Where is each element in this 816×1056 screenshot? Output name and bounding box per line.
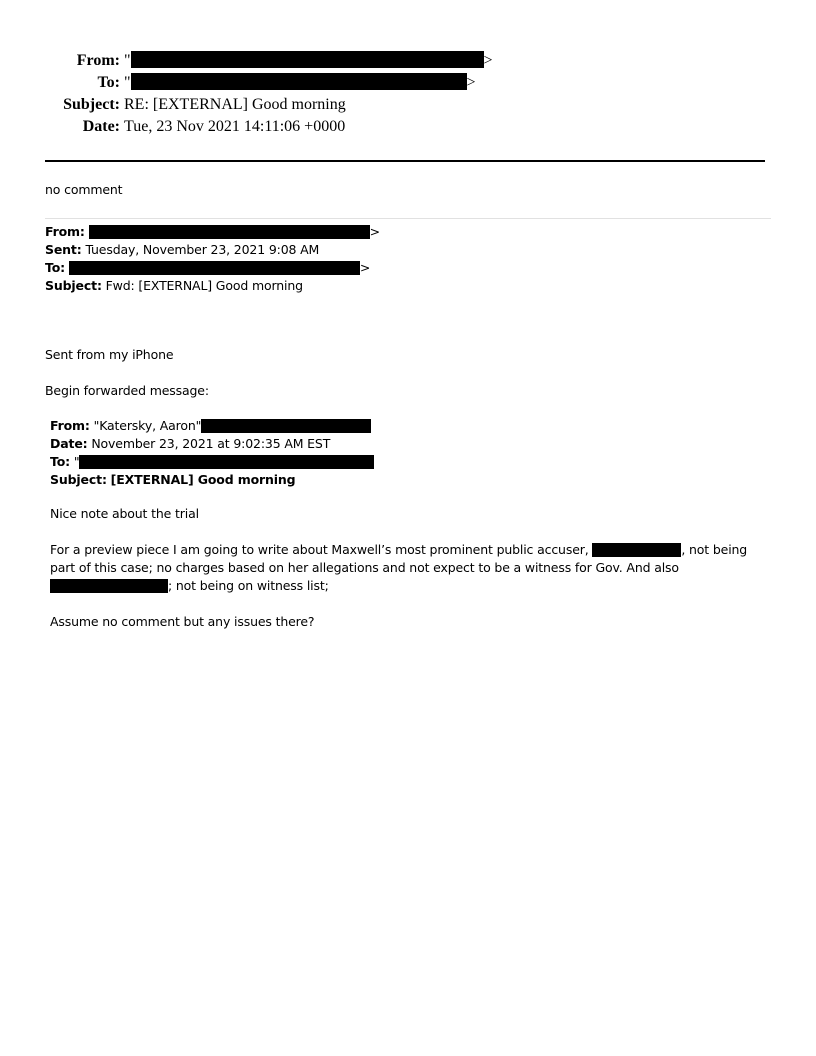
body-paragraph: For a preview piece I am going to write about Maxwell’s most prominent public accuser, , not being part of this case; no charges based on her allegations and not expect to be a witness for Gov. And also ; not being on witness list; (50, 542, 748, 593)
date-label: Date: (82, 118, 120, 135)
body-paragraph: Nice note about the trial (50, 506, 199, 521)
from-label: From: (76, 52, 120, 69)
orig-to-label: To: (50, 454, 71, 469)
fwd-subject-value: Fwd: [EXTERNAL] Good morning (105, 278, 303, 293)
subject-value: RE: [EXTERNAL] Good morning (124, 96, 346, 113)
redaction-box (50, 579, 168, 593)
orig-from-value: "Katersky, Aaron" (93, 418, 202, 433)
quote-divider (45, 218, 771, 219)
signature-text: Sent from my iPhone (45, 347, 174, 362)
fwd-subject-row (45, 277, 380, 295)
reply-body: no comment (45, 182, 123, 197)
subject-row (40, 94, 493, 116)
subject-label: Subject: (63, 96, 120, 113)
fwd-sent-label: Sent: (45, 242, 82, 257)
fwd-to-label: To: (45, 260, 66, 275)
redaction-box (69, 261, 360, 275)
original-header (50, 417, 374, 489)
from-value: " > (124, 52, 493, 69)
redaction-box (89, 225, 370, 239)
fwd-to-row: To: > (45, 260, 371, 275)
redaction-box (131, 73, 467, 90)
orig-date-label: Date: (50, 436, 88, 451)
fwd-sent-row (45, 241, 380, 259)
date-value: Tue, 23 Nov 2021 14:11:06 +0000 (124, 118, 346, 135)
forwarded-intro: Begin forwarded message: (45, 383, 209, 398)
from-row (40, 50, 493, 72)
orig-from-label: From: (50, 418, 90, 433)
orig-from-row (50, 417, 374, 435)
redaction-box (131, 51, 484, 68)
to-label: To: (97, 74, 120, 91)
orig-subject-row (50, 471, 374, 489)
fwd-sent-value: Tuesday, November 23, 2021 9:08 AM (85, 242, 320, 257)
to-row (40, 72, 493, 94)
redaction-box (79, 455, 374, 469)
redaction-box (201, 419, 371, 433)
body-paragraph: Assume no comment but any issues there? (50, 614, 315, 629)
date-row (40, 116, 493, 138)
fwd-from-label: From: (45, 224, 85, 239)
fwd-subject-label: Subject: (45, 278, 102, 293)
orig-subject-value: [EXTERNAL] Good morning (110, 472, 296, 487)
original-body (50, 505, 762, 631)
header-divider (45, 160, 765, 162)
orig-to-row: To: " (50, 453, 374, 471)
to-value: " > (124, 74, 476, 91)
message-header (40, 50, 493, 138)
fwd-from-row: From: > (45, 224, 380, 239)
redaction-box (592, 543, 681, 557)
orig-date-value: November 23, 2021 at 9:02:35 AM EST (91, 436, 331, 451)
forward-header (45, 223, 380, 295)
orig-subject-label: Subject: (50, 472, 107, 487)
orig-date-row (50, 435, 374, 453)
